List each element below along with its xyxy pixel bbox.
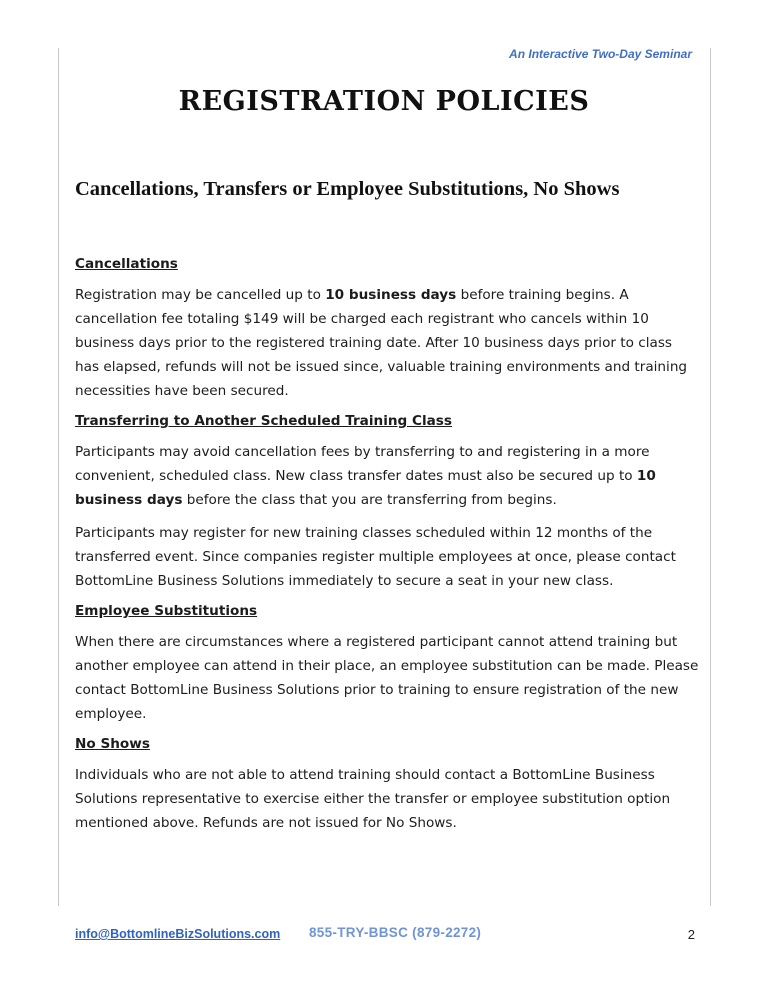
no-shows-paragraph: Individuals who are not able to attend training should contact a BottomLine Business Solutions representative to exercise either the transfer or employee substitution option mentioned above. Refunds are not issued for No Shows. (75, 767, 671, 831)
transferring-paragraph-2: Participants may register for new training classes scheduled within 12 months of the transferred event. Since companies register multiple employees at once, please contact BottomLine Business Solutions immediately to secure a seat in your new class. (75, 525, 676, 589)
footer-email-link[interactable]: info@BottomlineBizSolutions.com (75, 927, 281, 941)
header-tagline: An Interactive Two-Day Seminar (509, 47, 692, 61)
section-transferring (75, 411, 700, 593)
right-margin-rule (710, 48, 711, 906)
cancellations-paragraph (75, 283, 700, 403)
left-margin-rule (58, 48, 59, 906)
page-title: REGISTRATION POLICIES (178, 86, 590, 117)
transferring-bold-deadline: 10 business days (75, 468, 656, 508)
transferring-paragraph-1 (75, 440, 700, 512)
section-substitutions (75, 601, 700, 726)
section-cancellations (75, 254, 700, 403)
page-number: 2 (687, 927, 695, 942)
section-heading-transferring: Transferring to Another Scheduled Training Class (75, 413, 452, 429)
section-no-shows (75, 734, 700, 835)
cancellations-text-start: Registration may be cancelled up to (75, 287, 326, 303)
section-heading-no-shows: No Shows (75, 736, 150, 752)
substitutions-paragraph: When there are circumstances where a registered participant cannot attend training but another employee can attend in their place, an employee substitution can be made. Please contact BottomLine Business Solutions prior to training to ensure registration of the new employee. (75, 634, 699, 722)
cancellations-bold-deadline: 10 business days (325, 287, 457, 303)
cancellations-text-end: before training begins. A cancellation fee totaling $149 will be charged each registrant who cancels within 10 business days prior to the registered training date. After 10 business days prior to class has elapsed, refunds will not be issued since, valuable training environments and training necessities have been secured. (75, 287, 688, 399)
footer-phone-number: 855-TRY-BBSC (879-2272) (309, 925, 482, 940)
page-subtitle: Cancellations, Transfers or Employee Substitutions, No Shows (75, 178, 620, 200)
page-footer (75, 927, 695, 947)
section-heading-cancellations: Cancellations (75, 256, 178, 272)
transferring-text-end: before the class that you are transferring from begins. (182, 492, 557, 508)
transferring-text-start: Participants may avoid cancellation fees by transferring to and registering in a more convenient, scheduled class. New class transfer dates must also be secured up to (75, 444, 650, 484)
policy-content (75, 254, 700, 844)
section-heading-substitutions: Employee Substitutions (75, 603, 258, 619)
